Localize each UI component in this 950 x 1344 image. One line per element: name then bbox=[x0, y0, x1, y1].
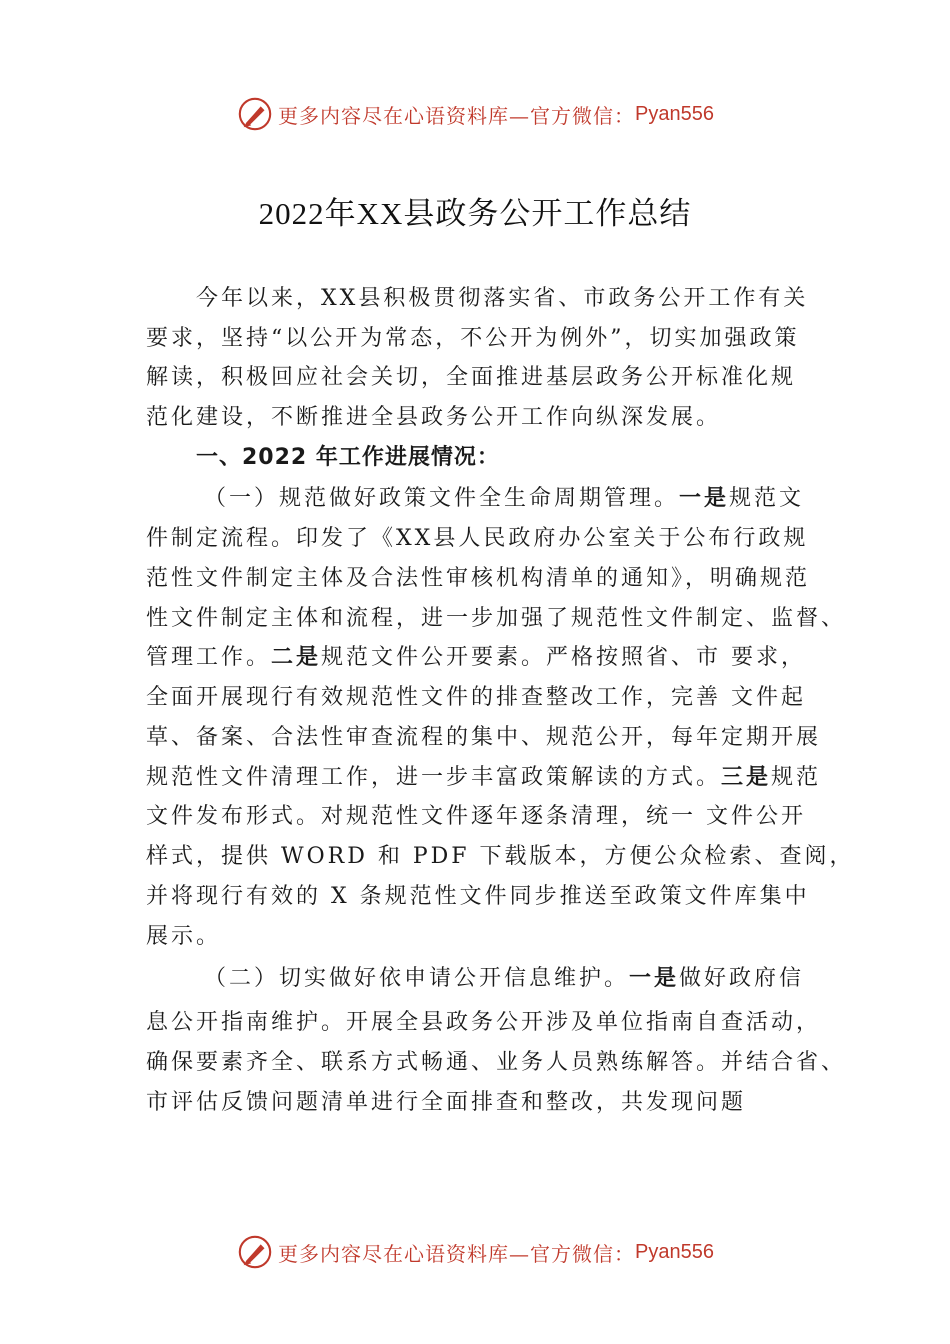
s2-line-3: 确保要素齐全、联系方式畅通、业务人员熟练解答。并结合省、 bbox=[146, 1050, 847, 1075]
s2-line-1-end: 做好政府信 bbox=[679, 966, 805, 991]
banner-wechat-id: Pyan556 bbox=[635, 102, 714, 125]
s2-bold-1: 一是 bbox=[629, 966, 680, 991]
s1-line-4: 性文件制定主体和流程，进一步加强了规范性文件制定、监督、 bbox=[146, 606, 847, 631]
intro-line-2: 要求，坚持“以公开为常态，不公开为例外”，切实加强政策 bbox=[146, 326, 800, 351]
banner-wechat-id: Pyan556 bbox=[635, 1240, 714, 1263]
s1-line-6: 全面开展现行有效规范性文件的排查整改工作，完善 文件起 bbox=[146, 685, 806, 710]
s1-line-8-start: 规范性文件清理工作，进一步丰富政策解读的方式。 bbox=[146, 765, 722, 790]
s1-lead: （一）规范做好政策文件全生命周期管理。 bbox=[204, 486, 680, 511]
s1-line-12: 展示。 bbox=[146, 924, 222, 949]
s2-lead: （二）切实做好依申请公开信息维护。 bbox=[204, 966, 630, 991]
s1-line-8 bbox=[146, 760, 821, 796]
s1-line-8-end: 规范 bbox=[771, 765, 822, 790]
banner-text: 更多内容尽在心语资料库—官方微信： bbox=[278, 1241, 636, 1266]
s1-line-11: 并将现行有效的 X 条规范性文件同步推送至政策文件库集中 bbox=[146, 884, 810, 909]
s2-line-1 bbox=[204, 961, 804, 997]
pen-logo-icon bbox=[236, 95, 274, 133]
intro-line-3: 解读，积极回应社会关切，全面推进基层政务公开标准化规 bbox=[146, 365, 797, 390]
s2-line-4: 市评估反馈问题清单进行全面排查和整改，共发现问题 bbox=[146, 1090, 747, 1115]
s1-line-7: 草、备案、合法性审查流程的集中、规范公开，每年定期开展 bbox=[146, 725, 822, 750]
s1-line-5-end: 规范文件公开要素。严格按照省、市 要求， bbox=[321, 645, 807, 670]
s1-bold-2: 二是 bbox=[271, 645, 322, 670]
document-title: 2022年XX县政务公开工作总结 bbox=[258, 196, 692, 231]
s1-line-2: 件制定流程。印发了《XX县人民政府办公室关于公布行政规 bbox=[146, 526, 809, 551]
s1-line-9: 文件发布形式。对规范性文件逐年逐条清理，统一 文件公开 bbox=[146, 804, 806, 829]
s1-bold-1: 一是 bbox=[679, 486, 730, 511]
s1-line-1-end: 规范文 bbox=[729, 486, 805, 511]
intro-line-4: 范化建设，不断推进全县政务公开工作向纵深发展。 bbox=[146, 405, 722, 430]
intro-line-1: 今年以来，XX县积极贯彻落实省、市政务公开工作有关 bbox=[196, 286, 809, 311]
s1-line-5 bbox=[146, 640, 806, 676]
banner-text: 更多内容尽在心语资料库—官方微信： bbox=[278, 103, 636, 128]
section-heading-1: 一、2022 年工作进展情况： bbox=[196, 445, 500, 470]
pen-logo-icon bbox=[236, 1233, 274, 1271]
s1-line-3: 范性文件制定主体及合法性审核机构清单的通知》，明确规范 bbox=[146, 566, 811, 591]
s1-bold-3: 三是 bbox=[721, 765, 772, 790]
s1-line-1 bbox=[204, 481, 804, 517]
s2-line-2: 息公开指南维护。开展全县政务公开涉及单位指南自查活动， bbox=[146, 1010, 822, 1035]
s1-line-5-start: 管理工作。 bbox=[146, 645, 272, 670]
bottom-watermark-banner bbox=[0, 1230, 950, 1274]
top-watermark-banner bbox=[0, 92, 950, 136]
s1-line-10: 样式，提供 WORD 和 PDF 下载版本，方便公众检索、查阅， bbox=[146, 844, 855, 869]
